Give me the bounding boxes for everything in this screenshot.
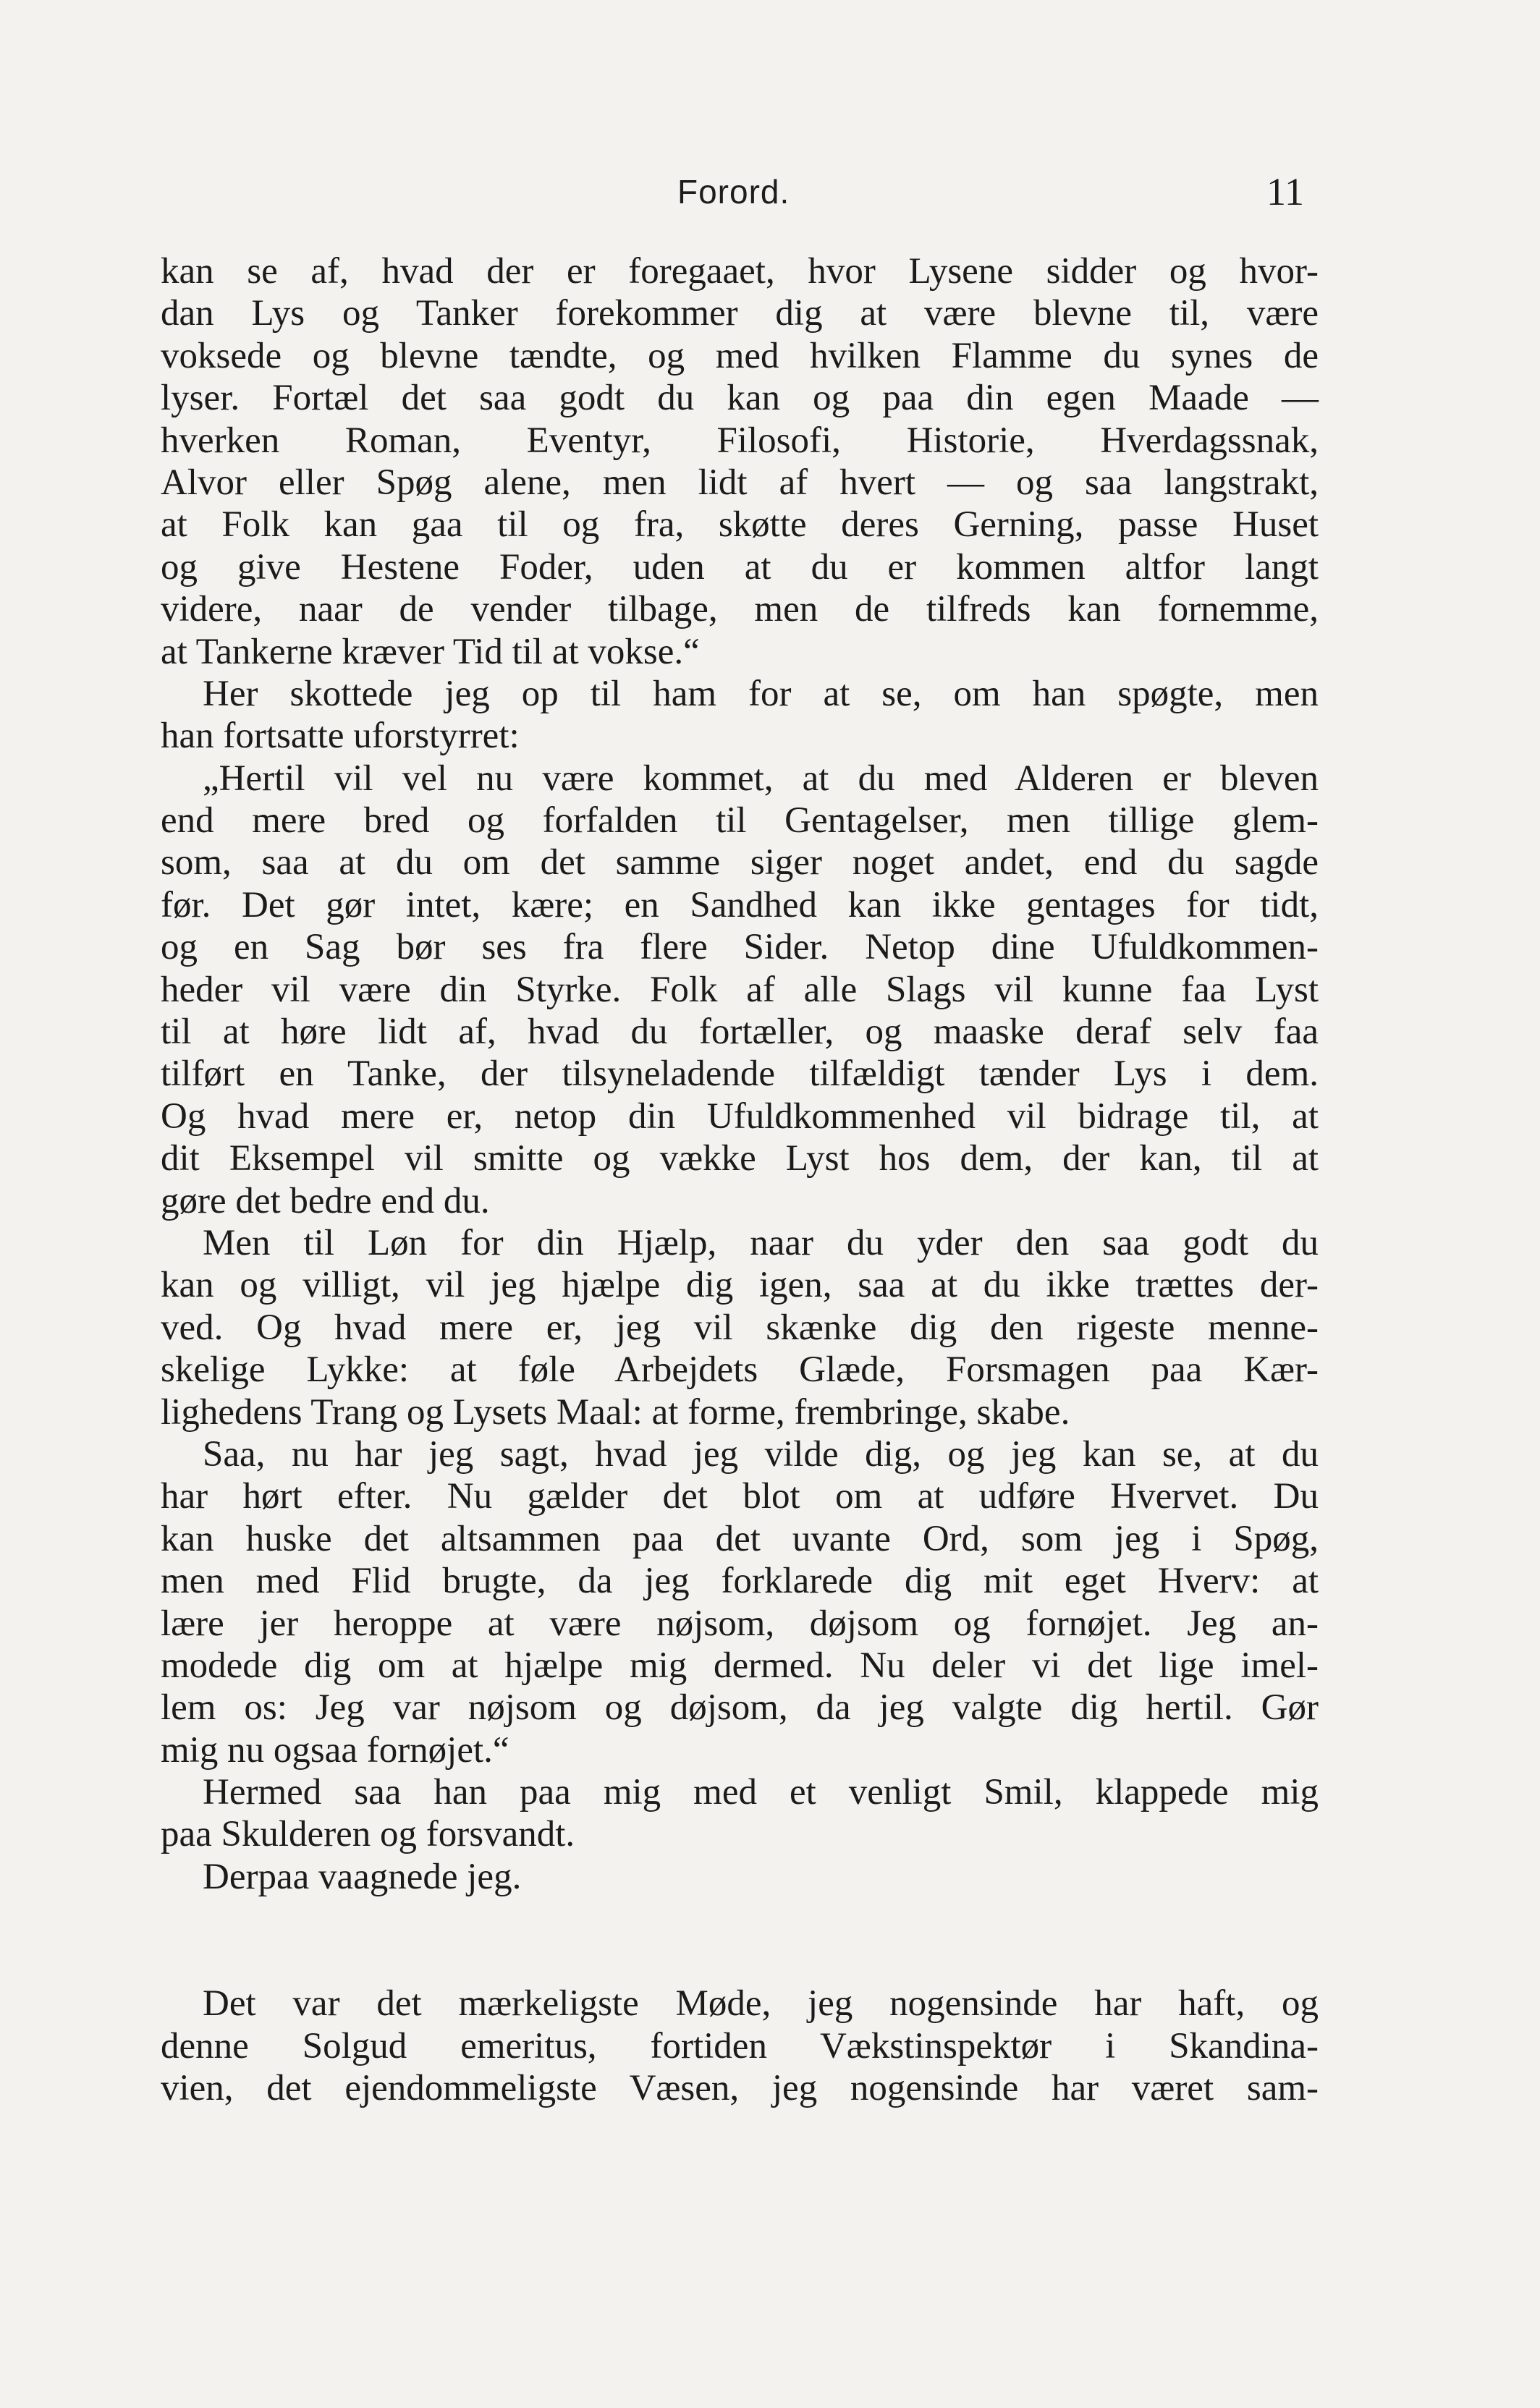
text-line: kan se af, hvad der er foregaaet, hvor Lysene sidder og hvor- — [161, 251, 1319, 292]
text-line: Det var det mærkeligste Møde, jeg nogensinde har haft, og — [203, 1983, 1319, 2025]
text-line: heder vil være din Styrke. Folk af alle Slags vil kunne faa Lyst — [161, 969, 1319, 1010]
text-line: skelige Lykke: at føle Arbejdets Glæde, Forsmagen paa Kær- — [161, 1349, 1319, 1391]
text-line: han fortsatte uforstyrret: — [161, 716, 520, 757]
body-text — [161, 250, 1319, 2109]
text-line: Saa, nu har jeg sagt, hvad jeg vilde dig, og jeg kan se, at du — [203, 1433, 1319, 1475]
text-line: og give Hestene Foder, uden at du er kommen altfor langt — [161, 546, 1319, 588]
text-line: „Hertil vil vel nu være kommet, at du med Alderen er bleven — [203, 758, 1319, 799]
text-line: gøre det bedre end du. — [161, 1180, 490, 1221]
text-line: vien, det ejendommeligste Væsen, jeg nogensinde har været sam- — [161, 2068, 1319, 2109]
text-line: denne Solgud emeritus, fortiden Vækstinspektør i Skandina- — [161, 2025, 1319, 2066]
text-line: tilført en Tanke, der tilsyneladende tilfældigt tænder Lys i dem. — [161, 1054, 1319, 1095]
text-line: lighedens Trang og Lysets Maal: at forme, frembringe, skabe. — [161, 1391, 1070, 1433]
text-line: Her skottede jeg op til ham for at se, om han spøgte, men — [203, 673, 1319, 714]
running-title: Forord. — [677, 173, 790, 211]
text-line: Derpaa vaagnede jeg. — [203, 1856, 522, 1897]
text-line: Men til Løn for din Hjælp, naar du yder den saa godt du — [203, 1222, 1319, 1263]
text-line: voksede og blevne tændte, og med hvilken Flamme du synes de — [161, 335, 1319, 376]
text-line: lem os: Jeg var nøjsom og døjsom, da jeg valgte dig hertil. Gør — [161, 1687, 1319, 1729]
text-line: før. Det gør intet, kære; en Sandhed kan ikke gentages for tidt, — [161, 884, 1319, 925]
text-line: end mere bred og forfalden til Gentagelser, men tillige glem- — [161, 800, 1319, 841]
text-line: Og hvad mere er, netop din Ufuldkommenhed vil bidrage til, at — [161, 1095, 1319, 1137]
text-line: dit Eksempel vil smitte og vække Lyst hos dem, der kan, til at — [161, 1138, 1319, 1179]
text-line: til at høre lidt af, hvad du fortæller, og maaske deraf selv faa — [161, 1012, 1319, 1053]
text-line: men med Flid brugte, da jeg forklarede dig mit eget Hverv: at — [161, 1561, 1319, 1602]
text-line: at Tankerne kræver Tid til at vokse.“ — [161, 631, 700, 672]
text-line: og en Sag bør ses fra flere Sider. Netop dine Ufuldkommen- — [161, 927, 1319, 968]
text-line: Alvor eller Spøg alene, men lidt af hvert — og saa langstrakt, — [161, 462, 1319, 503]
text-line: har hørt efter. Nu gælder det blot om at udføre Hvervet. Du — [161, 1476, 1319, 1517]
text-line: videre, naar de vender tilbage, men de tilfreds kan fornemme, — [161, 589, 1319, 630]
text-line: modede dig om at hjælpe mig dermed. Nu deler vi det lige imel- — [161, 1645, 1319, 1686]
section-gap — [161, 1898, 1319, 1983]
text-line: Hermed saa han paa mig med et venligt Smil, klappede mig — [203, 1772, 1319, 1813]
page-number: 11 — [1266, 170, 1304, 213]
text-line: lyser. Fortæl det saa godt du kan og paa din egen Maade — — [161, 378, 1319, 419]
text-line: dan Lys og Tanker forekommer dig at være blevne til, være — [161, 293, 1319, 334]
text-line: mig nu ogsaa fornøjet.“ — [161, 1729, 509, 1771]
text-line: lære jer heroppe at være nøjsom, døjsom og fornøjet. Jeg an- — [161, 1603, 1319, 1644]
text-line: at Folk kan gaa til og fra, skøtte deres Gerning, passe Huset — [161, 504, 1319, 546]
text-line: kan huske det altsammen paa det uvante Ord, som jeg i Spøg, — [161, 1518, 1319, 1559]
text-line: kan og villigt, vil jeg hjælpe dig igen, saa at du ikke trættes der- — [161, 1265, 1319, 1306]
text-line: som, saa at du om det samme siger noget andet, end du sagde — [161, 842, 1319, 883]
text-line: hverken Roman, Eventyr, Filosofi, Historie, Hverdagssnak, — [161, 420, 1319, 461]
text-line: ved. Og hvad mere er, jeg vil skænke dig den rigeste menne- — [161, 1307, 1319, 1348]
text-line: paa Skulderen og forsvandt. — [161, 1814, 575, 1855]
running-head — [158, 172, 1316, 223]
